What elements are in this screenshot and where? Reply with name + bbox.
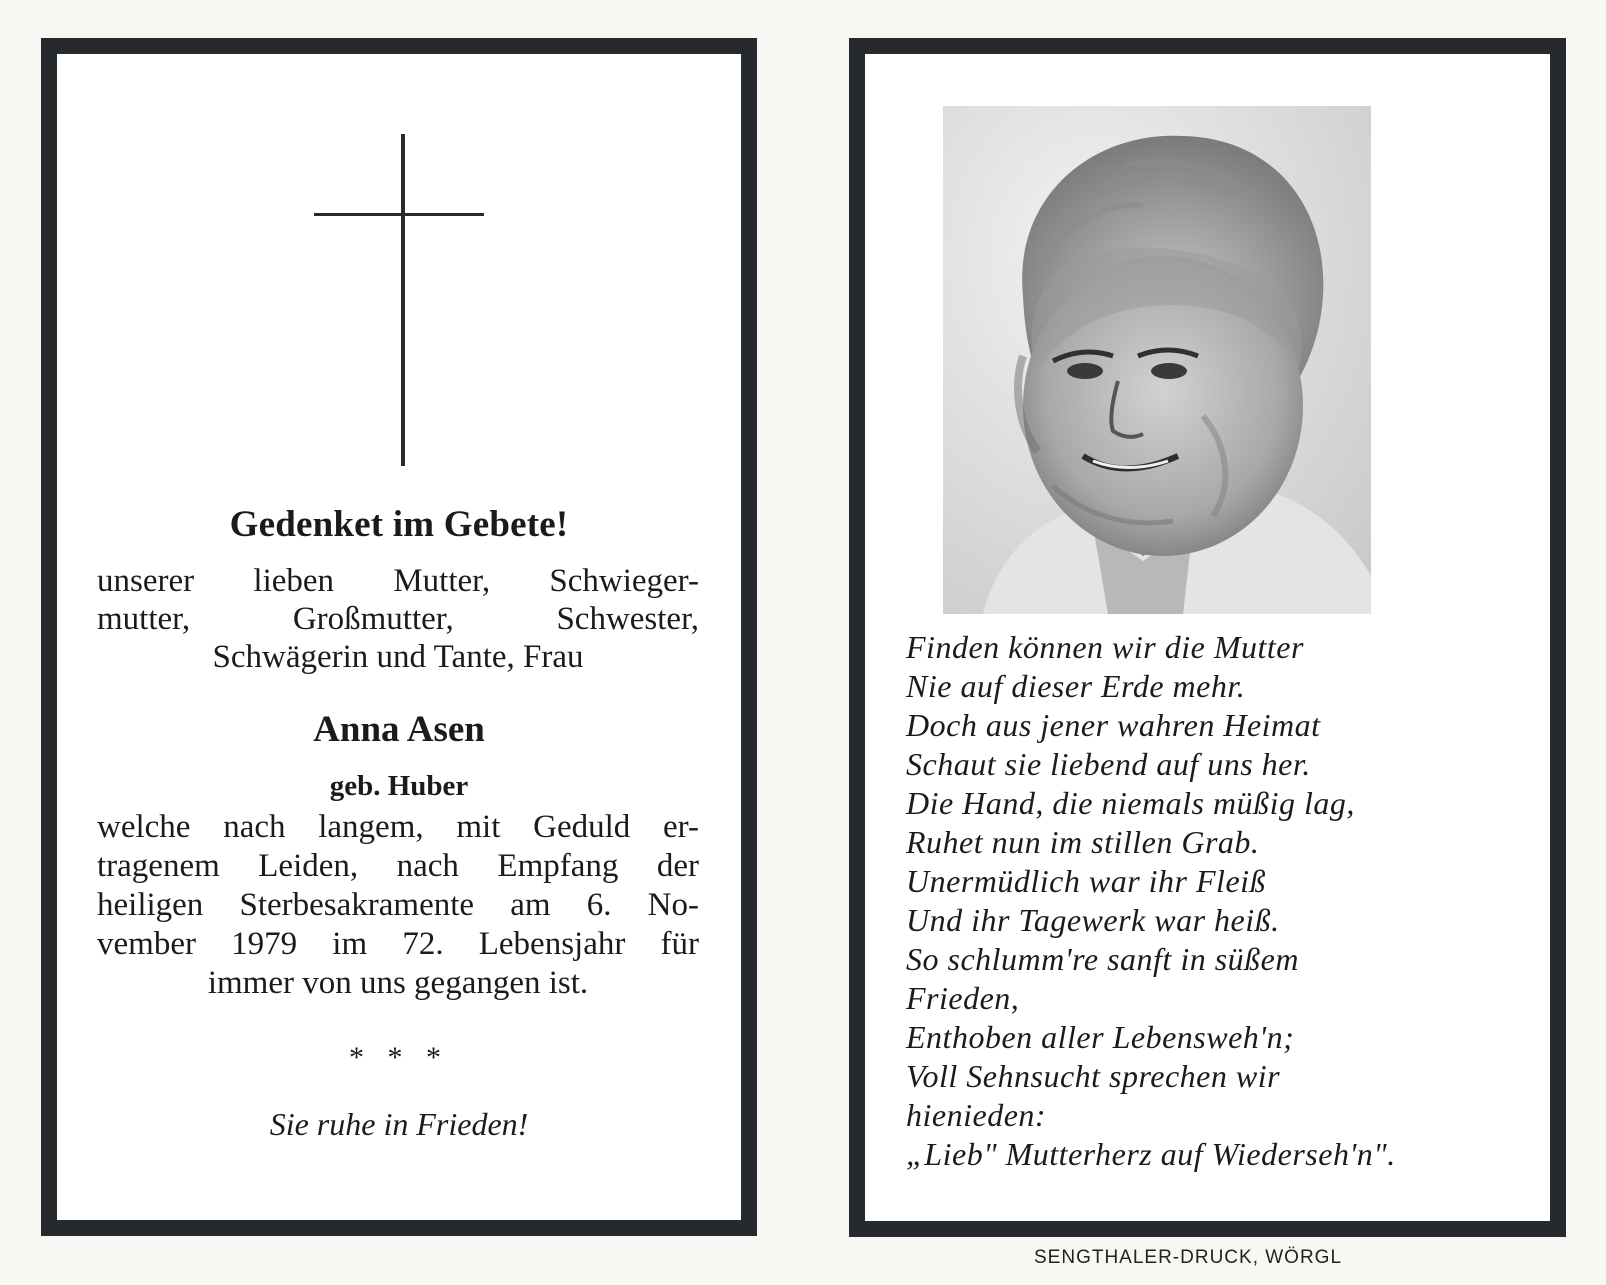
separator-stars: * * * xyxy=(349,1041,449,1074)
intro-line: unserer lieben Mutter, Schwieger- xyxy=(97,563,699,599)
intro-line: mutter, Großmutter, Schwester, xyxy=(97,601,699,637)
portrait-image xyxy=(943,106,1371,614)
portrait-photo xyxy=(943,106,1371,614)
card-heading: Gedenket im Gebete! xyxy=(229,504,569,545)
body-line: immer von uns gegangen ist. xyxy=(207,965,589,1001)
body-line: tragenem Leiden, nach Empfang der xyxy=(97,848,699,884)
poem-line: Frieden, xyxy=(906,980,1020,1016)
maiden-name: geb. Huber xyxy=(329,770,469,802)
deceased-name: Anna Asen xyxy=(313,709,485,750)
poem-line: Voll Sehnsucht sprechen wir xyxy=(906,1058,1281,1094)
poem-line: Unermüdlich war ihr Fleiß xyxy=(906,863,1267,899)
poem-line: So schlumm're sanft in süßem xyxy=(906,941,1299,977)
poem-line: Finden können wir die Mutter xyxy=(906,629,1304,665)
cross-icon-horizontal xyxy=(314,213,484,216)
poem-line: Doch aus jener wahren Heimat xyxy=(906,707,1321,743)
body-line: vember 1979 im 72. Lebensjahr für xyxy=(97,926,699,962)
poem-line: Und ihr Tagewerk war heiß. xyxy=(906,902,1280,938)
poem-line: hienieden: xyxy=(906,1097,1047,1133)
poem-line: Die Hand, die niemals müßig lag, xyxy=(906,785,1355,821)
poem xyxy=(906,628,1546,1174)
poem-line: „Lieb" Mutterherz auf Wiederseh'n". xyxy=(906,1136,1396,1172)
printer-credit: SENGTHALER-DRUCK, WÖRGL xyxy=(1034,1247,1343,1268)
right-memorial-card xyxy=(849,38,1566,1237)
poem-line: Nie auf dieser Erde mehr. xyxy=(906,668,1246,704)
body-line: welche nach langem, mit Geduld er- xyxy=(97,809,699,845)
body-line: heiligen Sterbesakramente am 6. No- xyxy=(97,887,699,923)
intro-line: Schwägerin und Tante, Frau xyxy=(212,639,584,675)
cross-icon-vertical xyxy=(401,134,405,466)
poem-line: Ruhet nun im stillen Grab. xyxy=(906,824,1260,860)
closing-line: Sie ruhe in Frieden! xyxy=(269,1106,529,1142)
poem-line: Schaut sie liebend auf uns her. xyxy=(906,746,1311,782)
left-memorial-card xyxy=(41,38,757,1236)
poem-line: Enthoben aller Lebensweh'n; xyxy=(906,1019,1295,1055)
